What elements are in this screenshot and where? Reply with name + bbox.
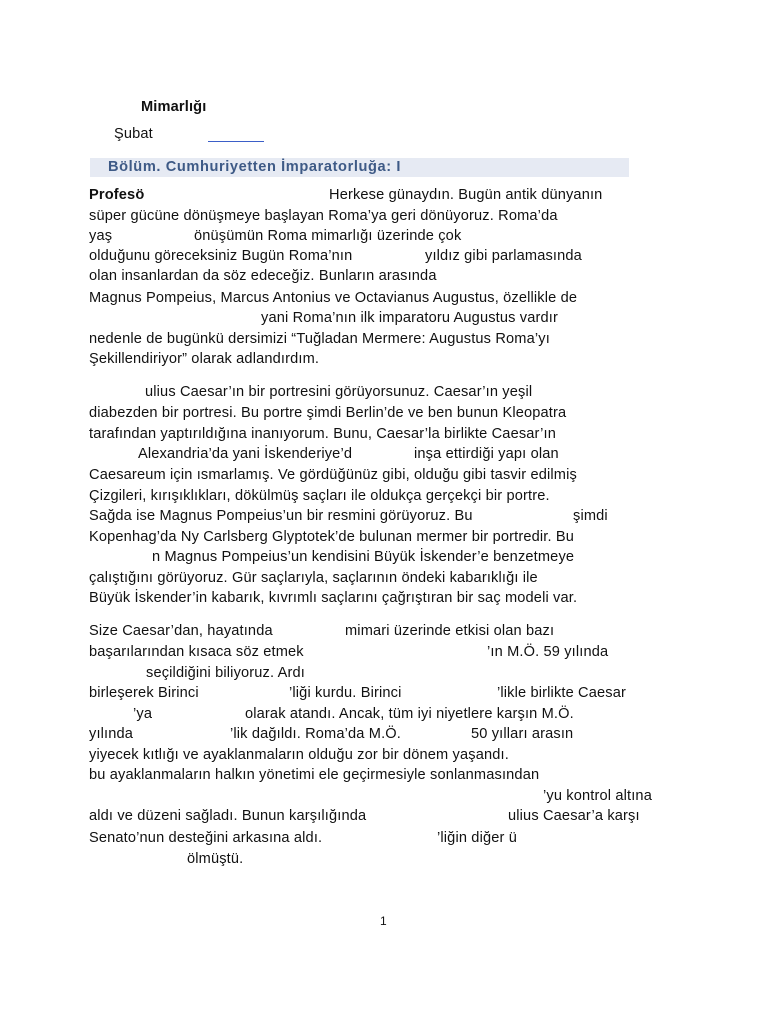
text-fragment: yılında	[89, 726, 134, 742]
text-fragment: yıldız gibi parlamasında	[425, 248, 582, 264]
text-fragment: Sağda ise Magnus Pompeius’un bir resmini görüyoruz. Bu	[89, 508, 473, 524]
text-fragment: birleşerek Birinci	[89, 685, 199, 701]
speaker-label: Profesö	[89, 187, 145, 203]
text-fragment: ’ın M.Ö. 59 yılında	[487, 644, 609, 660]
text-fragment: çalıştığını görüyoruz. Gür saçlarıyla, saçlarının öndeki kabarıklığı ile	[89, 570, 538, 586]
text-fragment: Senato’nun desteğini arkasına aldı.	[89, 830, 323, 846]
date-underline	[208, 141, 264, 142]
text-fragment: başarılarından kısaca söz etmek	[89, 644, 304, 660]
text-fragment: Caesareum için ısmarlamış. Ve gördüğünüz gibi, olduğu gibi tasvir edilmiş	[89, 467, 577, 483]
text-fragment: yiyecek kıtlığı ve ayaklanmaların olduğu zor bir dönem yaşandı.	[89, 747, 509, 763]
text-fragment: Kopenhag’da Ny Carlsberg Glyptotek’de bulunan mermer bir portredir. Bu	[89, 529, 575, 545]
text-fragment: Herkese günaydın. Bugün antik dünyanın	[329, 187, 603, 203]
text-fragment: ölmüştü.	[187, 851, 244, 867]
text-fragment: olduğunu göreceksiniz Bugün Roma’nın	[89, 248, 353, 264]
text-fragment: ’liği kurdu. Birinci	[289, 685, 402, 701]
text-fragment: Alexandria’da yani İskenderiye’d	[138, 446, 353, 462]
text-fragment: ’lik dağıldı. Roma’da M.Ö.	[230, 726, 401, 742]
text-fragment: olan insanlardan da söz edeceğiz. Bunların arasında	[89, 268, 437, 284]
date-label: Şubat	[114, 126, 153, 142]
page-number: 1	[380, 914, 387, 928]
text-fragment: ’ya	[133, 706, 153, 722]
text-fragment: bu ayaklanmaların halkın yönetimi ele geçirmesiyle sonlanmasından	[89, 767, 540, 783]
text-fragment: diabezden bir portresi. Bu portre şimdi Berlin’de ve ben bunun Kleopatra	[89, 405, 567, 421]
text-fragment: Magnus Pompeius, Marcus Antonius ve Octavianus Augustus, özellikle de	[89, 290, 578, 306]
text-fragment: seçildiğini biliyoruz. Ardı	[146, 665, 305, 681]
text-fragment: n Magnus Pompeius’un kendisini Büyük İskender’e benzetmeye	[152, 549, 575, 565]
text-fragment: nedenle de bugünkü dersimizi “Tuğladan Mermere: Augustus Roma’yı	[89, 331, 550, 347]
text-fragment: ulius Caesar’ın bir portresini görüyorsunuz. Caesar’ın yeşil	[145, 384, 533, 400]
text-fragment: ’liğin diğer ü	[437, 830, 517, 846]
text-fragment: şimdi	[573, 508, 608, 524]
text-fragment: Size Caesar’dan, hayatında	[89, 623, 273, 639]
text-fragment: aldı ve düzeni sağladı. Bunun karşılığında	[89, 808, 367, 824]
text-fragment: ’yu kontrol altına	[543, 788, 652, 804]
text-fragment: önüşümün Roma mimarlığı üzerinde çok	[194, 228, 462, 244]
section-heading: Bölüm. Cumhuriyetten İmparatorluğa: I	[108, 159, 402, 175]
text-fragment: Çizgileri, kırışıklıkları, dökülmüş saçları ile oldukça gerçekçi bir portre.	[89, 488, 550, 504]
text-fragment: ulius Caesar’a karşı	[508, 808, 640, 824]
text-fragment: yani Roma’nın ilk imparatoru Augustus vardır	[261, 310, 558, 326]
text-fragment: mimari üzerinde etkisi olan bazı	[345, 623, 555, 639]
text-fragment: yaş	[89, 228, 113, 244]
text-fragment: inşa ettirdiği yapı olan	[414, 446, 559, 462]
document-title: Mimarlığı	[141, 99, 207, 115]
text-fragment: 50 yılları arasın	[471, 726, 574, 742]
text-fragment: Büyük İskender’in kabarık, kıvrımlı saçlarını çağrıştıran bir saç modeli var.	[89, 590, 578, 606]
text-fragment: olarak atandı. Ancak, tüm iyi niyetlere karşın M.Ö.	[245, 706, 574, 722]
text-fragment: Şekillendiriyor” olarak adlandırdım.	[89, 351, 320, 367]
text-fragment: tarafından yaptırıldığına inanıyorum. Bunu, Caesar’la birlikte Caesar’ın	[89, 426, 556, 442]
text-fragment: süper gücüne dönüşmeye başlayan Roma’ya geri dönüyoruz. Roma’da	[89, 208, 558, 224]
text-fragment: ’likle birlikte Caesar	[497, 685, 627, 701]
